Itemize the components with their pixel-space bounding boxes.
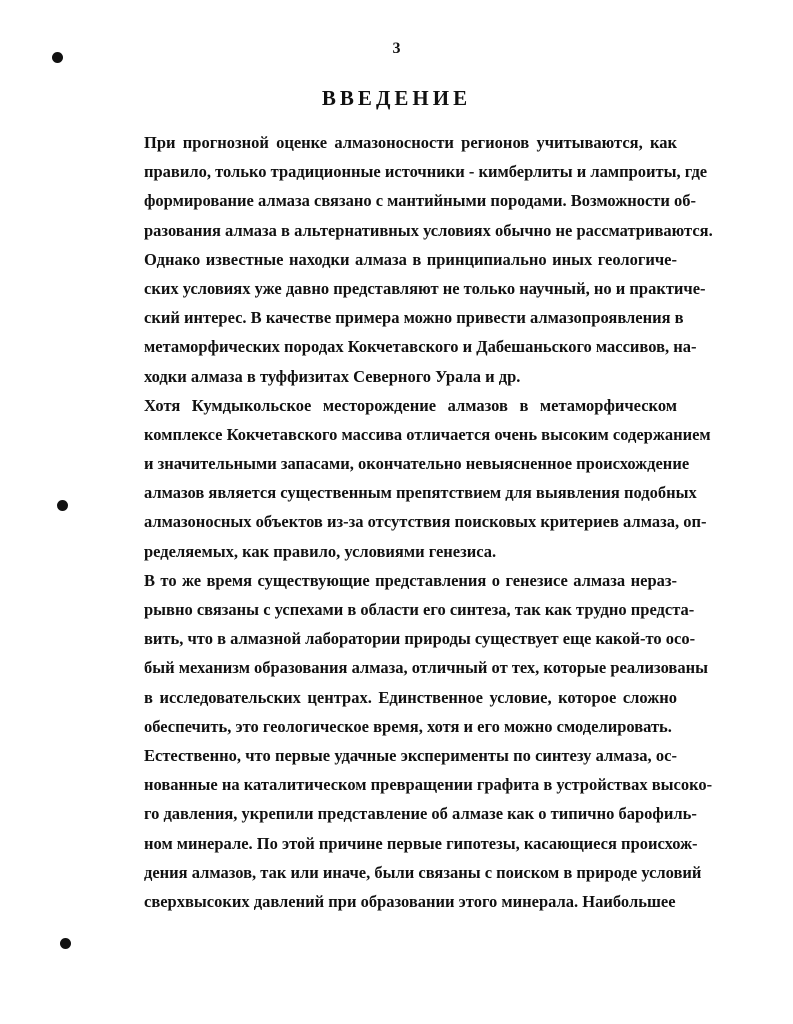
paragraph-5-line-4: ном минерале. По этой причине первые гипотезы, касающиеся происхож- — [144, 833, 698, 853]
paragraph-2-line-5: ходки алмаза в туффизитах Северного Урала и др. — [144, 366, 521, 386]
paragraph-4-line-1: В то же время существующие представления о генезисе алмаза нераз- — [144, 570, 677, 590]
paragraph-4-line-5: в исследовательских центрах. Единственное условие, которое сложно — [144, 687, 677, 707]
paragraph-5-line-2: нованные на каталитическом превращении графита в устройствах высоко- — [144, 775, 713, 795]
paragraph-5-line-3: го давления, укрепили представление об алмазе как о типично барофиль- — [144, 804, 697, 824]
paragraph-2-line-3: ский интерес. В качестве примера можно привести алмазопроявления в — [144, 308, 684, 328]
page-number: 3 — [392, 40, 401, 57]
paragraph-3-line-4: алмазов является существенным препятствием для выявления подобных — [144, 483, 697, 503]
paragraph-4-line-6: обеспечить, это геологическое время, хотя и его можно смоделировать. — [144, 716, 672, 736]
binder-hole-middle — [57, 500, 68, 511]
paragraph-5-line-1: Естественно, что первые удачные эксперименты по синтезу алмаза, ос- — [144, 745, 677, 765]
paragraph-3-line-5: алмазоносных объектов из-за отсутствия поисковых критериев алмаза, оп- — [144, 512, 707, 532]
paragraph-4-line-4: бый механизм образования алмаза, отличный от тех, которые реализованы — [144, 658, 708, 678]
paragraph-3-line-2: комплексе Кокчетавского массива отличается очень высоким содержанием — [144, 424, 711, 444]
paragraph-1-line-2: правило, только традиционные источники - кимберлиты и лампроиты, где — [144, 162, 708, 182]
paragraph-3-line-6: ределяемых, как правило, условиями генезиса. — [144, 541, 497, 561]
paragraph-4-line-3: вить, что в алмазной лаборатории природы существует еще какой-то осо- — [144, 629, 696, 649]
paragraph-4-line-2: рывно связаны с успехами в области его синтеза, так как трудно предста- — [144, 600, 695, 619]
document-body — [144, 128, 713, 916]
binder-hole-bottom — [60, 938, 71, 949]
paragraph-5-line-5: дения алмазов, так или иначе, были связаны с поиском в природе условий — [144, 862, 702, 882]
paragraph-1-line-3: формирование алмаза связано с мантийными породами. Возможности об- — [144, 191, 697, 211]
page-title: ВВЕДЕНИЕ — [321, 86, 472, 110]
paragraph-1-line-4: разования алмаза в альтернативных условиях обычно не рассматриваются. — [144, 220, 713, 240]
paragraph-3-line-3: и значительными запасами, окончательно невыясненное происхождение — [144, 454, 690, 474]
paragraph-2-line-1: Однако известные находки алмаза в принципиально иных геологиче- — [144, 249, 677, 269]
paragraph-2-line-4: метаморфических породах Кокчетавского и Дабешаньского массивов, на- — [144, 337, 697, 357]
paragraph-1-line-1: При прогнозной оценке алмазоносности регионов учитываются, как — [144, 133, 677, 152]
paragraph-5-line-6: сверхвысоких давлений при образовании этого минерала. Наибольшее — [144, 891, 676, 911]
paragraph-2-line-2: ских условиях уже давно представляют не только научный, но и практиче- — [144, 278, 706, 298]
paragraph-3-line-1: Хотя Кумдыкольское месторождение алмазов в метаморфическом — [144, 395, 677, 415]
